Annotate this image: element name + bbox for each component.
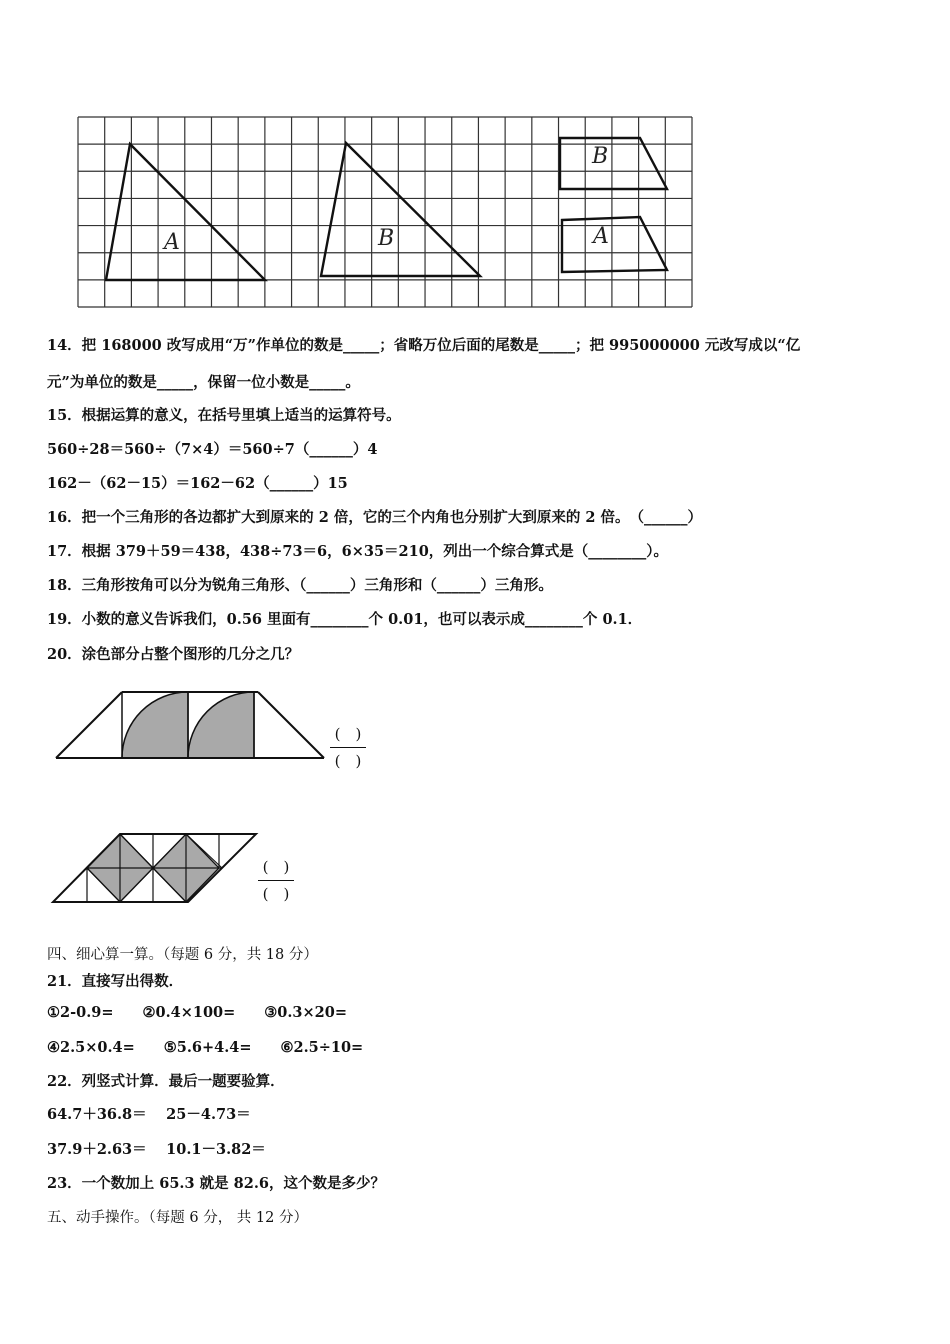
label-b-middle: B bbox=[378, 226, 395, 251]
question-14-line1: 14．把 168000 改写成用“万”作单位的数是_____；省略万位后面的尾数是_____；把 995000000 元改写成以“亿 bbox=[47, 337, 801, 354]
question-21-title: 21．直接写出得数． bbox=[47, 973, 184, 990]
fraction-2-denominator: ( ) bbox=[262, 885, 290, 903]
question-15-a: 560÷28＝560÷（7×4）＝560÷7（______）4 bbox=[47, 441, 378, 458]
fraction-1-numerator: ( ) bbox=[334, 725, 362, 743]
question-21-row2: ④2.5×0.4= ⑤5.6+4.4= ⑥2.5÷10= bbox=[47, 1039, 364, 1056]
triangle-a-left bbox=[106, 144, 265, 280]
label-a-left: A bbox=[164, 230, 180, 255]
question-15-title: 15．根据运算的意义，在括号里填上适当的运算符号。 bbox=[47, 407, 401, 424]
question-21-row1: ①2-0.9= ②0.4×100= ③0.3×20= bbox=[47, 1004, 347, 1021]
question-22-row1: 64.7＋36.8＝ 25－4.73＝ bbox=[47, 1106, 251, 1123]
question-19: 19．小数的意义告诉我们，0.56 里面有________个 0.01，也可以表示成________个 0.1． bbox=[47, 611, 643, 628]
question-22-row2: 37.9＋2.63＝ 10.1－3.82＝ bbox=[47, 1141, 266, 1158]
section-5-title: 五、动手操作。（每题 6 分， 共 12 分） bbox=[47, 1210, 308, 1226]
parallelogram-figure bbox=[50, 830, 260, 908]
shaded-quarter-right bbox=[188, 692, 254, 758]
question-22-title: 22．列竖式计算．最后一题要验算． bbox=[47, 1073, 285, 1090]
fraction-answer-2 bbox=[258, 856, 294, 905]
question-16: 16．把一个三角形的各边都扩大到原来的 2 倍，它的三个内角也分别扩大到原来的 2 倍。 （______） bbox=[47, 509, 703, 526]
question-18: 18．三角形按角可以分为锐角三角形、（______）三角形和（______）三角形。 bbox=[47, 577, 553, 594]
section-4-title: 四、细心算一算。（每题 6 分，共 18 分） bbox=[47, 947, 318, 963]
grid-figure bbox=[70, 105, 702, 315]
question-20: 20．涂色部分占整个图形的几分之几？ bbox=[47, 646, 300, 663]
trapezoid-figure bbox=[50, 688, 330, 764]
fraction-1-denominator: ( ) bbox=[334, 752, 362, 770]
question-15-b: 162－（62－15）＝162－62（______）15 bbox=[47, 475, 348, 492]
label-a-right: A bbox=[593, 224, 609, 249]
shape-b-right bbox=[560, 138, 667, 189]
shaded-quarter-left bbox=[122, 692, 188, 758]
question-17: 17．根据 379＋59＝438，438÷73＝6，6×35＝210，列出一个综合算式是（________）。 bbox=[47, 543, 669, 560]
label-b-right: B bbox=[592, 144, 609, 169]
question-14-line2: 元”为单位的数是_____，保留一位小数是_____。 bbox=[47, 374, 360, 391]
fraction-answer-1 bbox=[330, 723, 366, 772]
fraction-2-numerator: ( ) bbox=[262, 858, 290, 876]
question-23: 23．一个数加上 65.3 就是 82.6，这个数是多少？ bbox=[47, 1175, 385, 1192]
